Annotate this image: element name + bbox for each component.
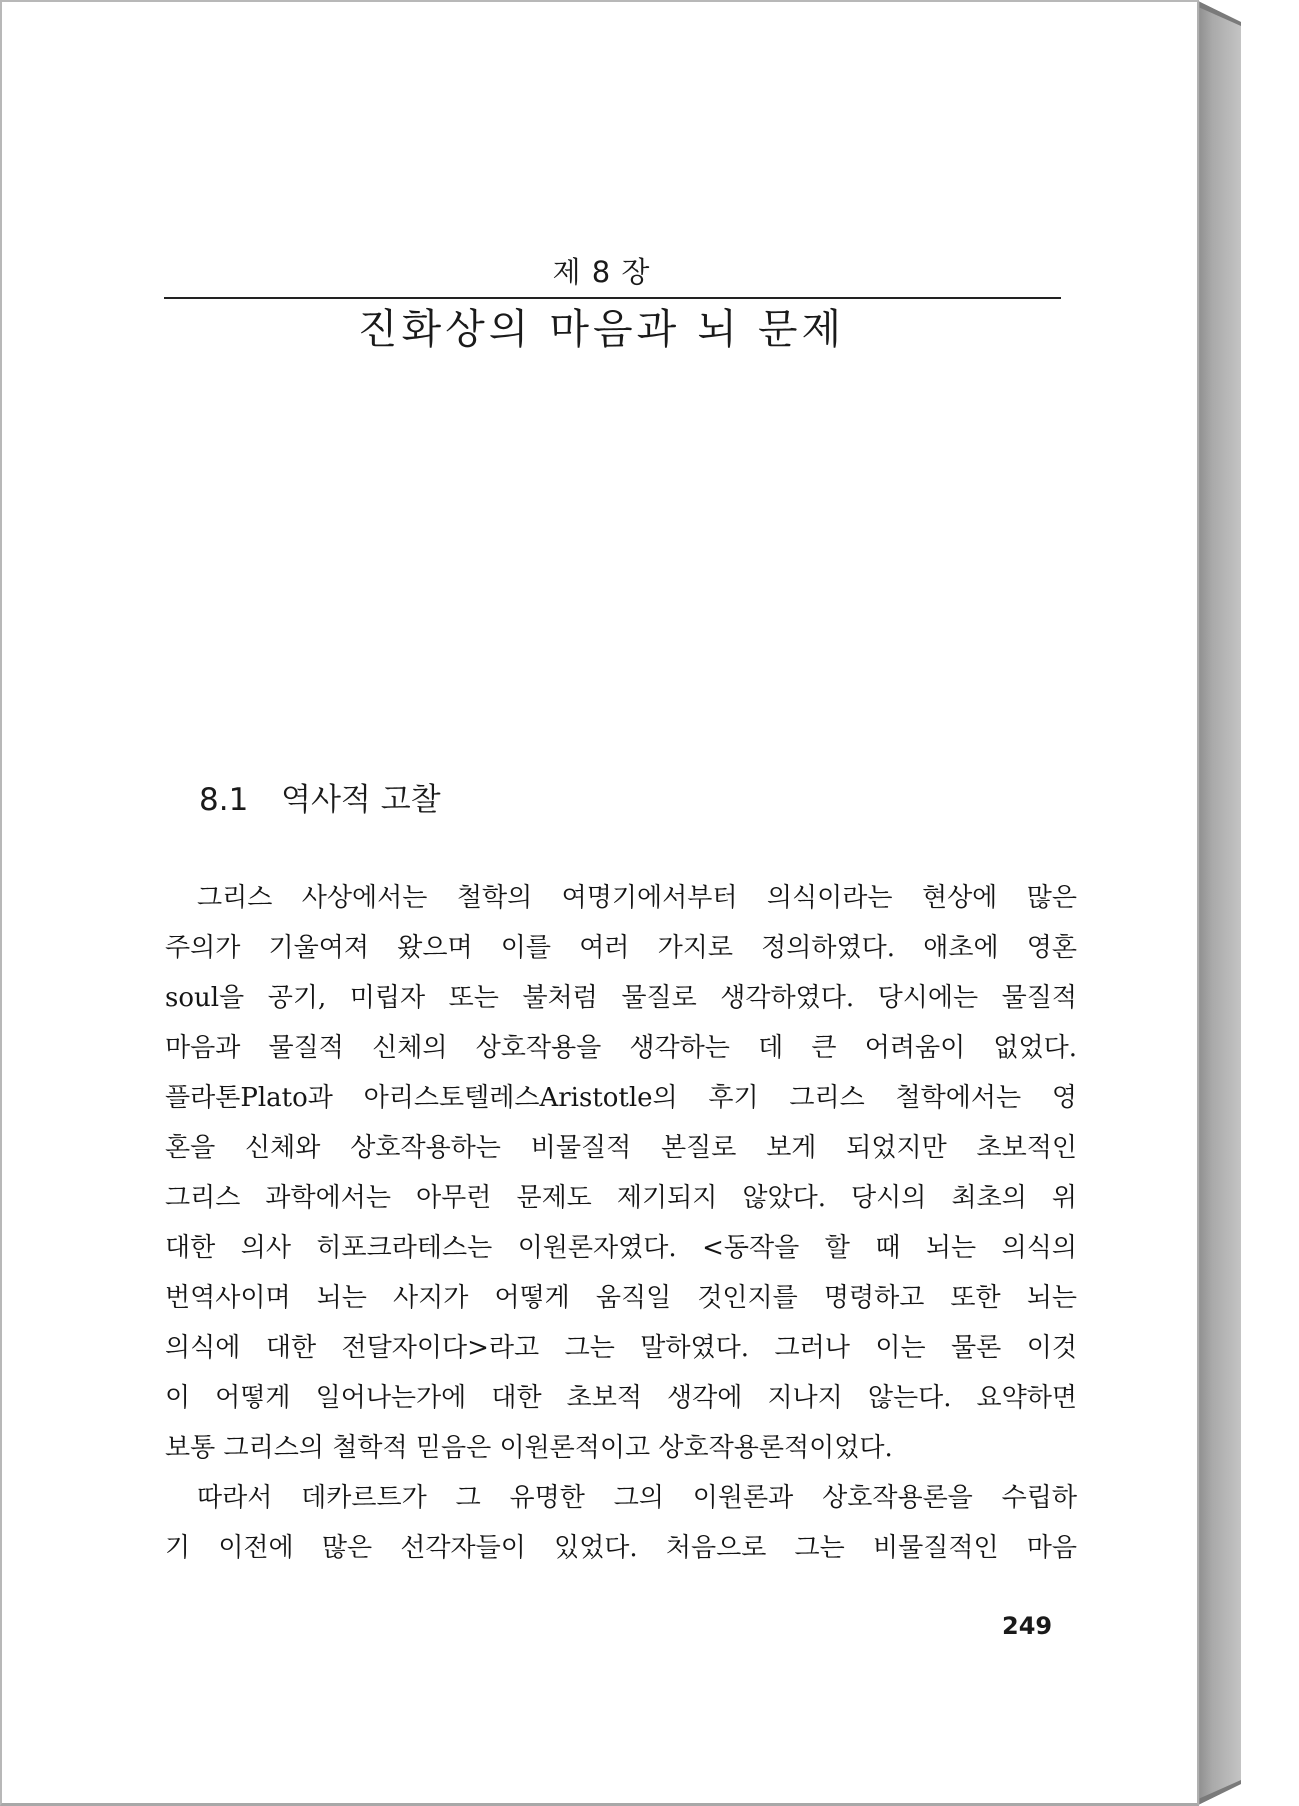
paragraph-line: 그리스 사상에서는 철학의 여명기에서부터 의식이라는 현상에 많은 bbox=[197, 883, 1077, 913]
paragraph-line: 마음과 물질적 신체의 상호작용을 생각하는 데 큰 어려움이 없었다. bbox=[165, 1033, 1077, 1063]
section-title: 역사적 고찰 bbox=[281, 782, 441, 818]
page-number: 249 bbox=[1002, 1612, 1053, 1640]
section-number: 8.1 bbox=[199, 782, 249, 818]
paragraph-line: 번역사이며 뇌는 사지가 어떻게 움직일 것인지를 명령하고 또한 뇌는 bbox=[165, 1283, 1077, 1313]
paragraph-line: soul을 공기, 미립자 또는 불처럼 물질로 생각하였다. 당시에는 물질적 bbox=[165, 983, 1077, 1013]
paragraph-line: 그리스 과학에서는 아무런 문제도 제기되지 않았다. 당시의 최초의 위 bbox=[165, 1183, 1077, 1213]
paragraph-line: 따라서 데카르트가 그 유명한 그의 이원론과 상호작용론을 수립하 bbox=[197, 1483, 1077, 1513]
book-page-edges bbox=[1196, 0, 1241, 1806]
paragraph-line: 주의가 기울여져 왔으며 이를 여러 가지로 정의하였다. 애초에 영혼 bbox=[165, 933, 1077, 963]
paragraph-line: 보통 그리스의 철학적 믿음은 이원론적이고 상호작용론적이었다. bbox=[165, 1433, 893, 1463]
paragraph-line: 플라톤Plato과 아리스토텔레스Aristotle의 후기 그리스 철학에서는 영 bbox=[165, 1083, 1077, 1113]
paragraph-line: 이 어떻게 일어나는가에 대한 초보적 생각에 지나지 않는다. 요약하면 bbox=[165, 1383, 1077, 1413]
chapter-title: 진화상의 마음과 뇌 문제 bbox=[357, 305, 846, 353]
section-heading bbox=[199, 778, 441, 822]
paragraph-line: 혼을 신체와 상호작용하는 비물질적 본질로 보게 되었지만 초보적인 bbox=[165, 1133, 1077, 1163]
body-text bbox=[165, 873, 1077, 1573]
paragraph-line: 대한 의사 히포크라테스는 이원론자였다. <동작을 할 때 뇌는 의식의 bbox=[165, 1233, 1077, 1263]
paragraph-line: 기 이전에 많은 선각자들이 있었다. 처음으로 그는 비물질적인 마음 bbox=[165, 1533, 1077, 1563]
chapter-number: 제 8 장 bbox=[552, 255, 651, 289]
chapter-divider-rule bbox=[164, 297, 1061, 299]
paragraph-line: 의식에 대한 전달자이다>라고 그는 말하였다. 그러나 이는 물론 이것 bbox=[165, 1333, 1077, 1363]
